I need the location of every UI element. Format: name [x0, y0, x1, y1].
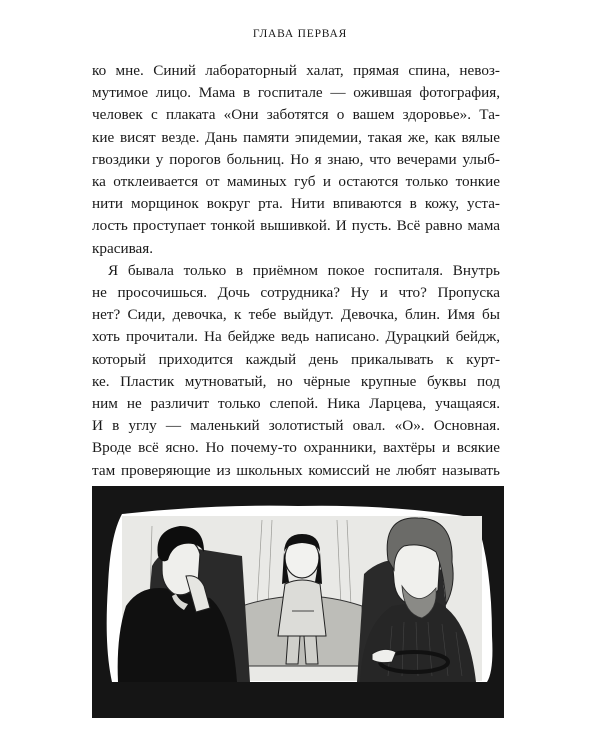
text-line: красивая. — [92, 239, 154, 257]
text-line: гвоздики у порогов больниц. Но я знаю, что вечерами улыб- — [92, 150, 500, 168]
text-line: ним не различит только слепой. Ника Ларцева, учащаяся. — [92, 395, 500, 413]
text-line: нити морщинок вокруг рта. Нити впиваются в кожу, уста- — [92, 195, 500, 213]
text-line: Я бывала только в приёмном покое госпиталя. Внутрь — [108, 261, 500, 279]
driver-hand — [372, 649, 396, 662]
car-interior-illustration — [92, 486, 504, 718]
text-line: лость проступает тонкой вышивкой. И пусть. Всё равно мама — [92, 217, 500, 235]
text-line: ка отклеивается от маминых губ и остаются только тонкие — [92, 173, 500, 191]
text-line: там проверяющие из школьных комиссий не любят называть — [92, 461, 500, 479]
text-line: И в углу — маленький золотистый овал. «О». Основная. — [92, 417, 500, 435]
text-line: мутимое лицо. Мама в госпитале — ожившая фотография, — [92, 84, 500, 102]
text-line: ке. Пластик мутноватый, но чёрные крупные буквы под — [92, 372, 500, 390]
body-text — [92, 60, 500, 504]
text-line: кие висят везде. Дань памяти эпидемии, такая же, как вялые — [92, 128, 500, 146]
text-line: который приходится каждый день прикалывать к курт- — [92, 350, 500, 368]
text-line: хоть прочитали. На бейдже ведь написано. Дурацкий бейдж, — [92, 328, 500, 346]
text-line: нет? Сиди, девочка, к тебе выйдут. Девочка, блин. Имя бы — [92, 306, 500, 324]
text-line: ко мне. Синий лабораторный халат, прямая спина, невоз- — [92, 62, 500, 79]
text-line: Вроде всё ясно. Но почему-то охранники, вахтёры и всякие — [92, 439, 500, 457]
text-line: не просочишься. Дочь сотрудника? Ну и что? Пропуска — [92, 284, 500, 302]
running-head: ГЛАВА ПЕРВАЯ — [252, 28, 348, 40]
text-line: человек с плаката «Они заботятся о вашем здоровье». Та- — [92, 106, 500, 124]
